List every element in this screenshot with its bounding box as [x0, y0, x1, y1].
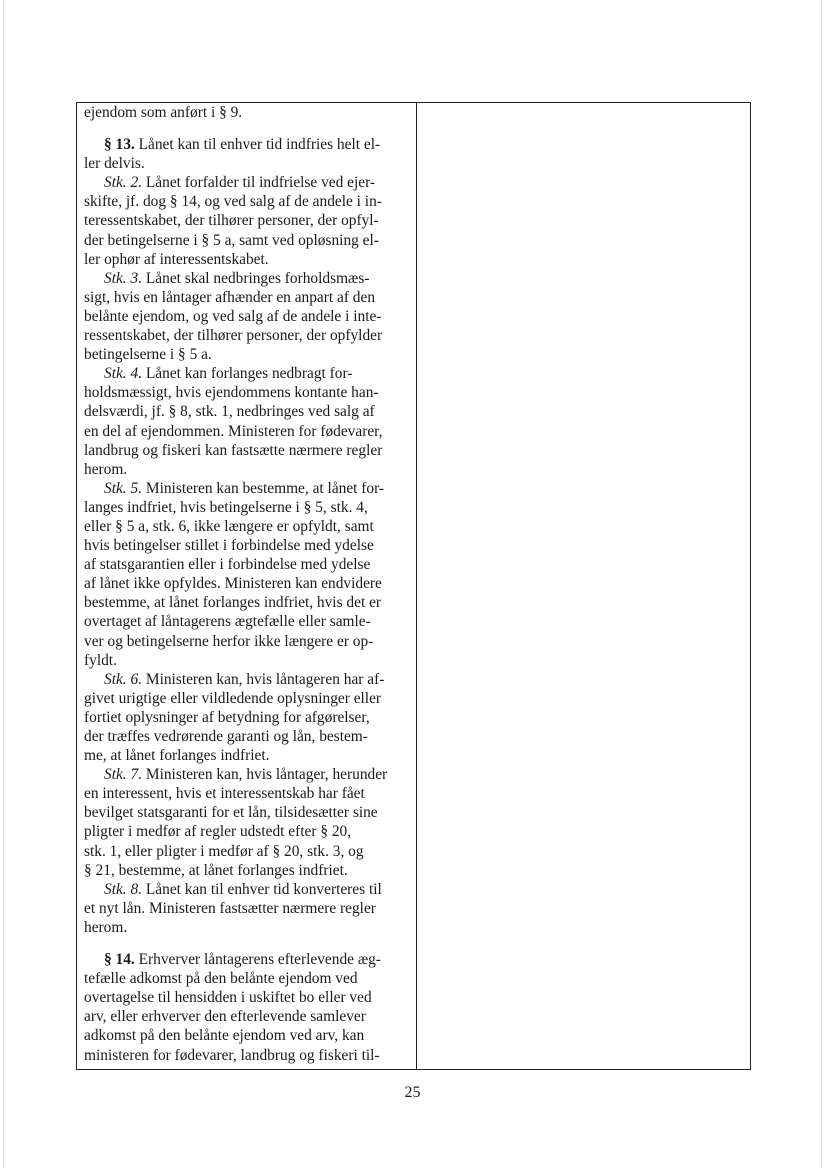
text-line: [84, 307, 412, 326]
text-line: [84, 231, 412, 250]
line-text: bevilget statsgaranti for et lån, tilsidesætter sine: [84, 804, 378, 822]
line-text: ejendom som anført i § 9.: [84, 104, 243, 121]
text-line: [84, 288, 412, 307]
text-line: [84, 593, 412, 612]
page-edge-left: [3, 0, 4, 1168]
text-line: [84, 555, 412, 574]
subsection-label: Stk. 4.: [104, 365, 143, 383]
text-line: [84, 192, 412, 211]
subsection-label: Stk. 3.: [104, 269, 143, 287]
text-line: [84, 460, 412, 479]
line-text: Ministeren kan, hvis låntageren har af-: [142, 670, 385, 688]
paragraph-gap: [84, 937, 412, 950]
line-text: langes indfriet, hvis betingelserne i § 5, stk. 4,: [84, 498, 368, 516]
subsection-label: Stk. 7.: [104, 766, 143, 784]
text-line: [84, 784, 412, 803]
text-line: [84, 861, 412, 880]
text-line: [84, 969, 412, 988]
text-line: [84, 1046, 412, 1065]
text-line: [84, 536, 412, 555]
paragraph-gap: [84, 122, 412, 135]
line-text: landbrug og fiskeri kan fastsætte nærmere regler: [84, 441, 383, 459]
text-line: [84, 173, 412, 192]
text-line: [84, 1026, 412, 1045]
line-text: fyldt.: [84, 651, 117, 669]
text-line: [84, 135, 412, 154]
text-line: [84, 103, 412, 122]
text-line: [84, 670, 412, 689]
text-line: [84, 708, 412, 727]
text-line: [84, 422, 412, 441]
line-text: Ministeren kan, hvis låntager, herunder: [142, 766, 388, 784]
text-line: [84, 441, 412, 460]
text-line: [84, 326, 412, 345]
text-line: [84, 612, 412, 631]
text-line: [84, 899, 412, 918]
line-text: Lånet forfalder til indfrielse ved ejer-: [142, 174, 376, 192]
column-divider: [416, 103, 417, 1069]
line-text: givet urigtige eller vildledende oplysninger eller: [84, 689, 382, 707]
line-text: ler delvis.: [84, 155, 145, 173]
line-text: Lånet kan til enhver tid indfries helt el-: [134, 136, 381, 154]
line-text: teressentskabet, der tilhører personer, der opfyl-: [84, 212, 379, 230]
text-line: [84, 250, 412, 269]
subsection-label: Stk. 5.: [104, 479, 143, 497]
line-text: ministeren for fødevarer, landbrug og fiskeri til-: [84, 1046, 380, 1064]
line-text: tefælle adkomst på den belånte ejendom ved: [84, 970, 358, 988]
text-line: [84, 822, 412, 841]
document-table: [76, 102, 751, 1070]
line-text: Lånet kan forlanges nedbragt for-: [142, 365, 353, 383]
line-text: delsværdi, jf. § 8, stk. 1, nedbringes ved salg af: [84, 403, 375, 421]
line-text: der betingelserne i § 5 a, samt ved opløsning el-: [84, 231, 379, 249]
line-text: stk. 1, eller pligter i medfør af § 20, stk. 3, og: [84, 842, 364, 860]
text-line: [84, 880, 412, 899]
section-number: § 13.: [104, 136, 135, 154]
line-text: et nyt lån. Ministeren fastsætter nærmere regler: [84, 899, 376, 917]
line-text: bestemme, at lånet forlanges indfriet, hvis det er: [84, 594, 382, 612]
subsection-label: Stk. 8.: [104, 880, 143, 898]
text-line: [84, 727, 412, 746]
line-text: betingelserne i § 5 a.: [84, 346, 212, 364]
text-line: [84, 479, 412, 498]
line-text: belånte ejendom, og ved salg af de andele i inte-: [84, 307, 382, 325]
line-text: skifte, jf. dog § 14, og ved salg af de andele i in-: [84, 193, 382, 211]
text-line: [84, 1007, 412, 1026]
text-line: [84, 632, 412, 651]
line-text: Ministeren kan bestemme, at lånet for-: [142, 479, 385, 497]
line-text: arv, eller erhverver den efterlevende samlever: [84, 1008, 366, 1026]
text-line: [84, 918, 412, 937]
text-line: [84, 517, 412, 536]
text-line: [84, 689, 412, 708]
line-text: me, at lånet forlanges indfriet.: [84, 747, 270, 765]
line-text: hvis betingelser stillet i forbindelse med ydelse: [84, 537, 374, 555]
page-edge-right: [821, 0, 822, 1168]
line-text: eller § 5 a, stk. 6, ikke længere er opfyldt, samt: [84, 517, 374, 535]
line-text: ressentskabet, der tilhører personer, der opfylder: [84, 327, 383, 345]
line-text: adkomst på den belånte ejendom ved arv, kan: [84, 1027, 365, 1045]
line-text: Erhverver låntagerens efterlevende æg-: [134, 951, 381, 969]
line-text: herom.: [84, 918, 128, 936]
line-text: sigt, hvis en låntager afhænder en anpart af den: [84, 288, 376, 306]
text-line: [84, 842, 412, 861]
line-text: § 21, bestemme, at lånet forlanges indfriet.: [84, 861, 348, 879]
text-line: [84, 498, 412, 517]
text-line: [84, 211, 412, 230]
text-line: [84, 364, 412, 383]
right-column-empty: [419, 103, 750, 1069]
text-line: [84, 383, 412, 402]
text-line: [84, 345, 412, 364]
text-line: [84, 746, 412, 765]
page-number: 25: [404, 1084, 421, 1101]
text-line: [84, 988, 412, 1007]
line-text: pligter i medfør af regler udstedt efter § 20,: [84, 823, 352, 841]
text-line: [84, 651, 412, 670]
line-text: overtaget af låntagerens ægtefælle eller samle-: [84, 613, 371, 631]
line-text: overtagelse til hensidden i uskiftet bo eller ved: [84, 989, 372, 1007]
text-line: [84, 950, 412, 969]
left-column-text: [84, 103, 412, 1065]
line-text: herom.: [84, 460, 128, 478]
text-line: [84, 402, 412, 421]
subsection-label: Stk. 2.: [104, 174, 143, 192]
line-text: fortiet oplysninger af betydning for afgørelser,: [84, 708, 370, 726]
line-text: ver og betingelserne herfor ikke længere er op-: [84, 632, 374, 650]
subsection-label: Stk. 6.: [104, 670, 143, 688]
text-line: [84, 154, 412, 173]
text-line: [84, 765, 412, 784]
line-text: Lånet kan til enhver tid konverteres til: [142, 880, 382, 898]
line-text: en interessent, hvis et interessentskab har fået: [84, 785, 365, 803]
section-number: § 14.: [104, 951, 135, 969]
line-text: en del af ejendommen. Ministeren for fødevarer,: [84, 422, 383, 440]
line-text: der træffes vedrørende garanti og lån, bestem-: [84, 728, 368, 745]
text-line: [84, 269, 412, 288]
line-text: holdsmæssigt, hvis ejendommens kontante han-: [84, 384, 379, 402]
line-text: ler ophør af interessentskabet.: [84, 250, 269, 268]
text-line: [84, 574, 412, 593]
line-text: af statsgarantien eller i forbindelse med ydelse: [84, 556, 371, 574]
line-text: Lånet skal nedbringes forholdsmæs-: [142, 269, 370, 287]
line-text: af lånet ikke opfyldes. Ministeren kan endvidere: [84, 575, 382, 593]
text-line: [84, 803, 412, 822]
